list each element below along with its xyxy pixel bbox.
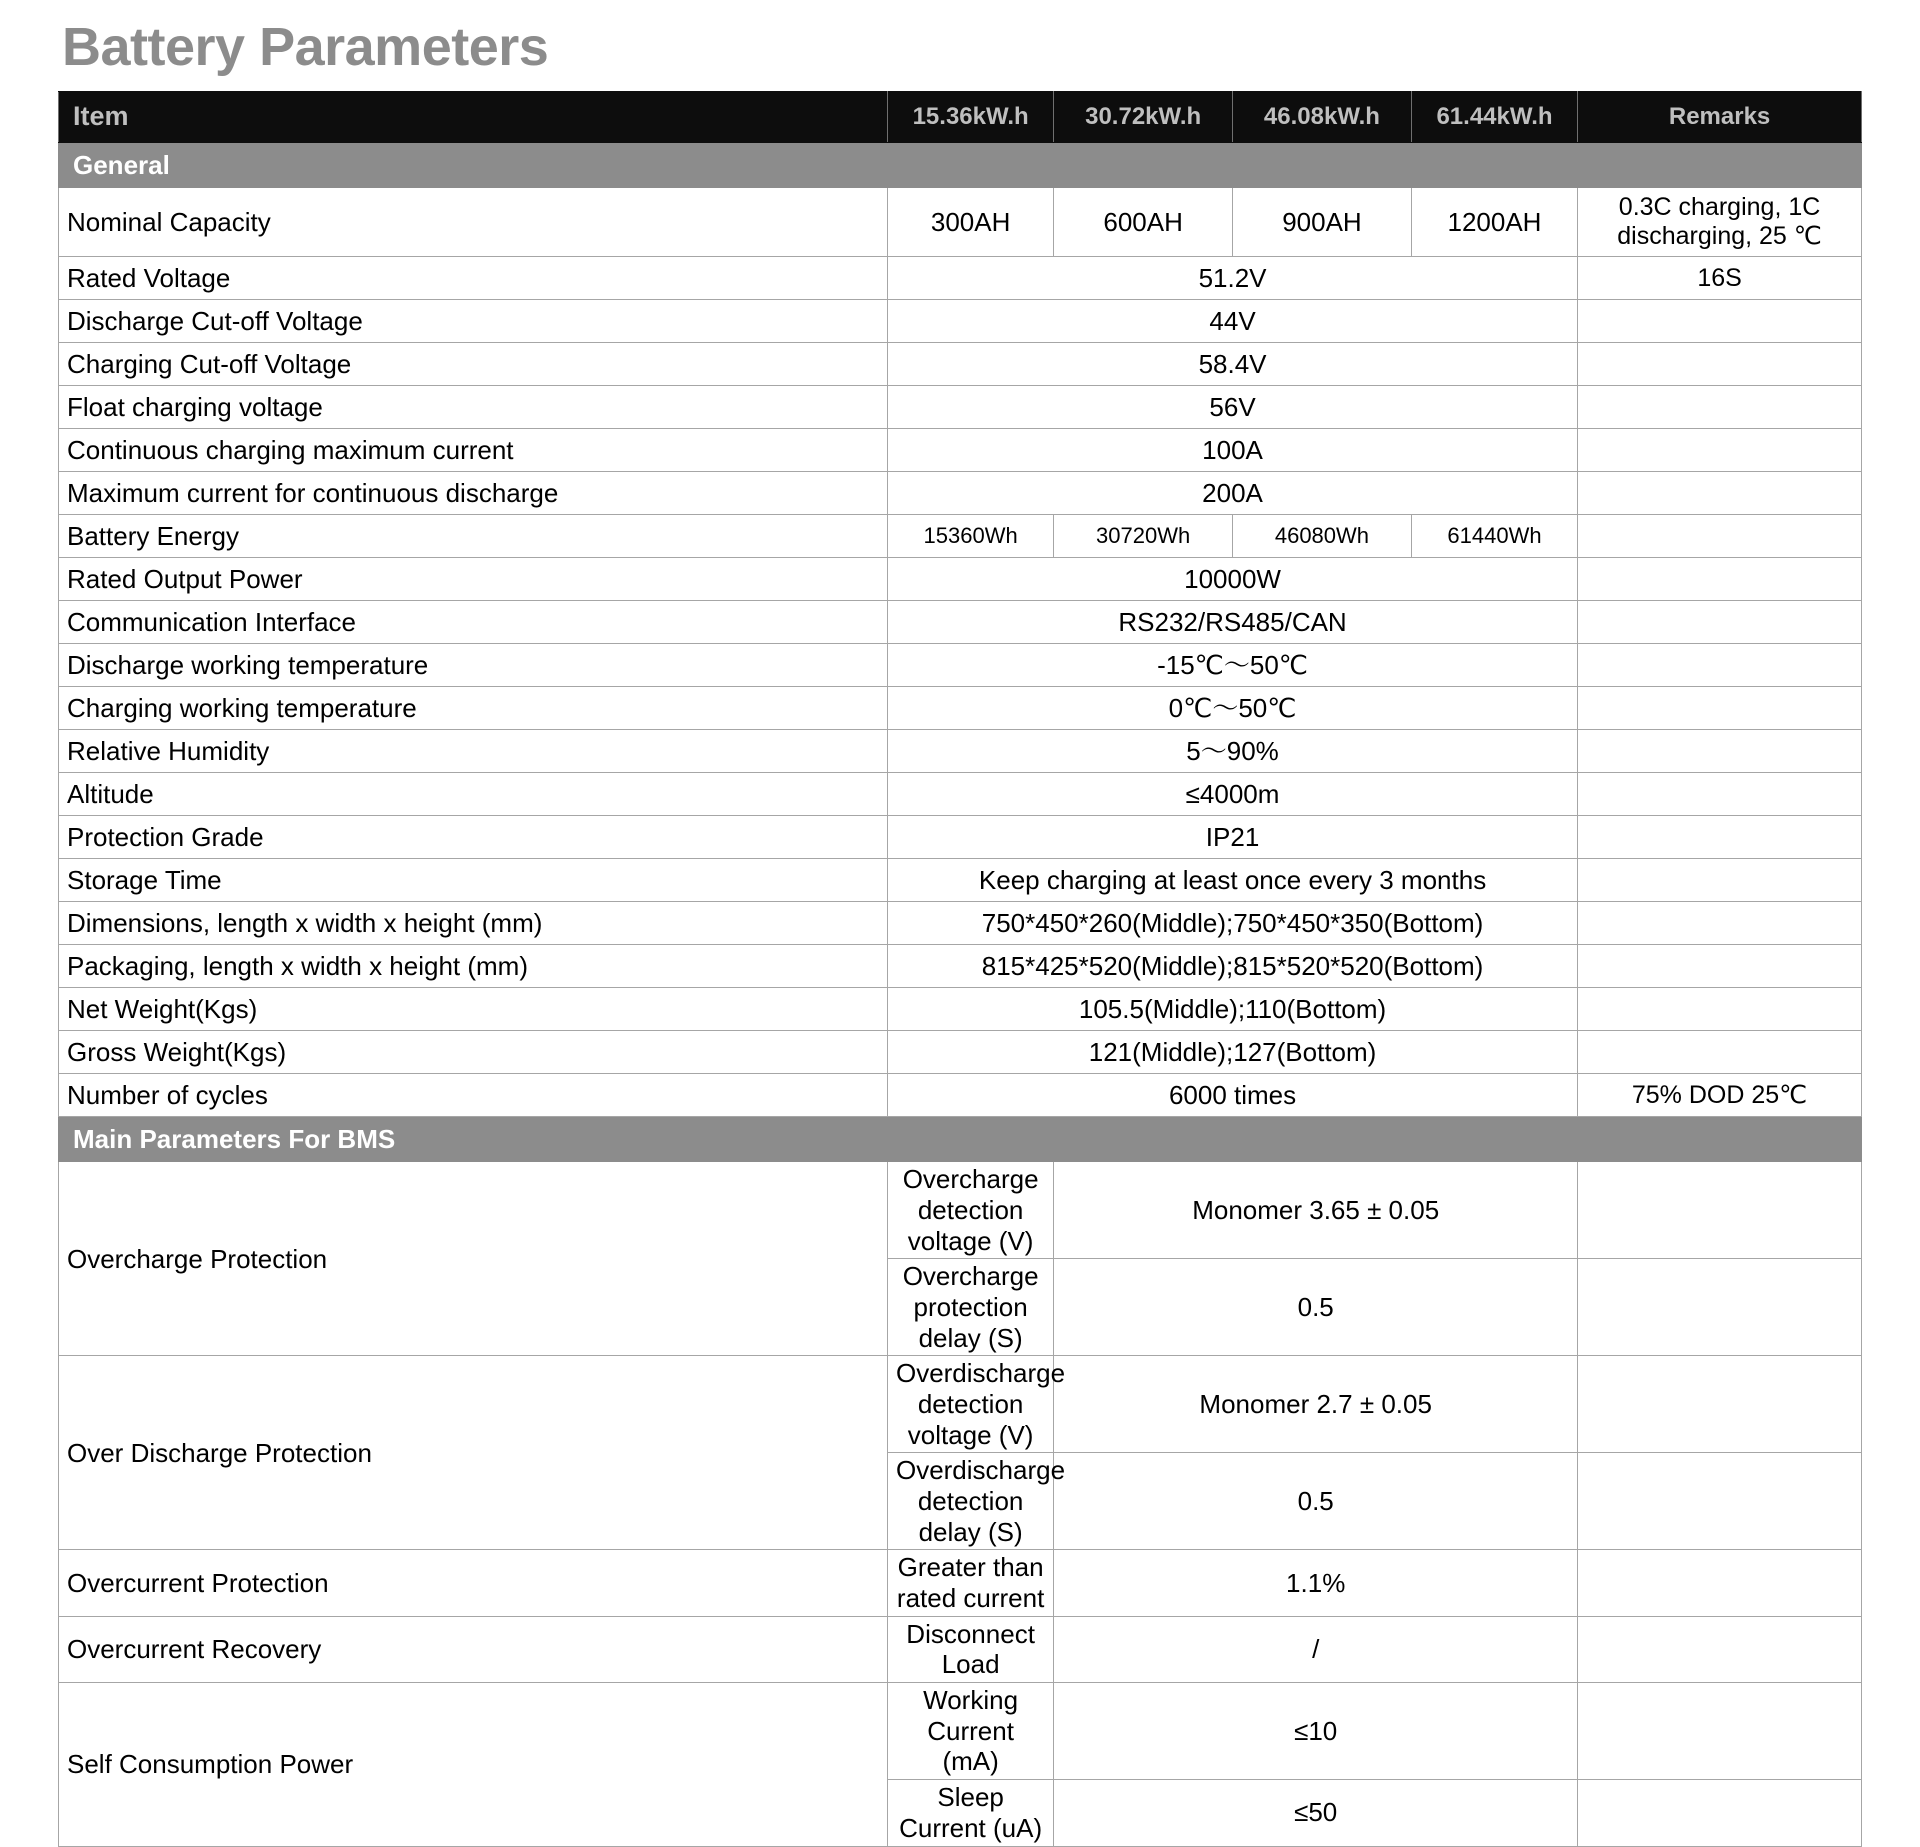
table-row (59, 1550, 1862, 1616)
table-row (59, 1683, 1862, 1780)
row-group-label: Self Consumption Power (59, 1683, 888, 1846)
row-value: 44V (887, 300, 1577, 343)
row-value: -15℃～50℃ (887, 644, 1577, 687)
row-value: 121(Middle);127(Bottom) (887, 1031, 1577, 1074)
row-remark (1578, 1683, 1862, 1780)
table-row (59, 730, 1862, 773)
row-value: 51.2V (887, 257, 1577, 300)
table-row (59, 558, 1862, 601)
row-value: 100A (887, 429, 1577, 472)
row-label: Float charging voltage (59, 386, 888, 429)
table-row (59, 300, 1862, 343)
row-value: 6000 times (887, 1074, 1577, 1117)
row-sublabel: Greater than rated current (887, 1550, 1053, 1616)
section-header-general (59, 143, 1862, 188)
row-value: 750*450*260(Middle);750*450*350(Bottom) (887, 902, 1577, 945)
table-header-row (59, 92, 1862, 143)
table-row (59, 429, 1862, 472)
row-value: 0.5 (1054, 1453, 1578, 1550)
row-label: Altitude (59, 773, 888, 816)
row-label: Discharge working temperature (59, 644, 888, 687)
row-remark (1578, 601, 1862, 644)
row-value-model-1: 30720Wh (1054, 515, 1233, 558)
table-row (59, 1162, 1862, 1259)
row-remark (1578, 429, 1862, 472)
row-sublabel: Overcharge detection voltage (V) (887, 1162, 1053, 1259)
row-label: Charging Cut-off Voltage (59, 343, 888, 386)
row-remark (1578, 386, 1862, 429)
table-row (59, 1031, 1862, 1074)
row-label: Discharge Cut-off Voltage (59, 300, 888, 343)
row-remark (1578, 472, 1862, 515)
table-row (59, 257, 1862, 300)
row-sublabel: Disconnect Load (887, 1616, 1053, 1682)
header-model-3: 61.44kW.h (1411, 92, 1577, 143)
row-label: Gross Weight(Kgs) (59, 1031, 888, 1074)
row-sublabel: Sleep Current (uA) (887, 1780, 1053, 1846)
row-label: Battery Energy (59, 515, 888, 558)
row-value: ≤50 (1054, 1780, 1578, 1846)
row-group-label: Overcurrent Recovery (59, 1616, 888, 1682)
row-label: Maximum current for continuous discharge (59, 472, 888, 515)
row-sublabel: Working Current (mA) (887, 1683, 1053, 1780)
row-remark (1578, 687, 1862, 730)
row-label: Charging working temperature (59, 687, 888, 730)
header-model-1: 30.72kW.h (1054, 92, 1233, 143)
row-remark: 16S (1578, 257, 1862, 300)
row-remark (1578, 515, 1862, 558)
header-remarks: Remarks (1578, 92, 1862, 143)
row-sublabel: Overdischarge detection delay (S) (887, 1453, 1053, 1550)
row-remark (1578, 1780, 1862, 1846)
row-value: Keep charging at least once every 3 months (887, 859, 1577, 902)
row-remark (1578, 1356, 1862, 1453)
row-label: Packaging, length x width x height (mm) (59, 945, 888, 988)
battery-parameters-table (58, 91, 1862, 1846)
table-row (59, 601, 1862, 644)
row-remark (1578, 773, 1862, 816)
row-value: 10000W (887, 558, 1577, 601)
row-remark (1578, 343, 1862, 386)
table-row (59, 472, 1862, 515)
row-remark (1578, 1453, 1862, 1550)
table-row (59, 902, 1862, 945)
row-remark (1578, 1162, 1862, 1259)
page-title: Battery Parameters (62, 17, 549, 77)
row-value: 200A (887, 472, 1577, 515)
row-value: RS232/RS485/CAN (887, 601, 1577, 644)
row-label: Number of cycles (59, 1074, 888, 1117)
row-value: ≤4000m (887, 773, 1577, 816)
row-value-model-2: 900AH (1233, 188, 1412, 257)
row-label: Nominal Capacity (59, 188, 888, 257)
row-value: 58.4V (887, 343, 1577, 386)
row-label: Communication Interface (59, 601, 888, 644)
section-header-bms (59, 1117, 1862, 1162)
table-row (59, 945, 1862, 988)
table-row (59, 687, 1862, 730)
row-label: Rated Output Power (59, 558, 888, 601)
row-sublabel: Overdischarge detection voltage (V) (887, 1356, 1053, 1453)
header-item: Item (59, 92, 888, 143)
table-row (59, 1616, 1862, 1682)
row-remark (1578, 1031, 1862, 1074)
row-remark (1578, 1550, 1862, 1616)
table-row (59, 1356, 1862, 1453)
row-value-model-0: 300AH (887, 188, 1053, 257)
row-value-model-1: 600AH (1054, 188, 1233, 257)
row-label: Storage Time (59, 859, 888, 902)
row-value-model-3: 1200AH (1411, 188, 1577, 257)
table-row (59, 343, 1862, 386)
row-value: 105.5(Middle);110(Bottom) (887, 988, 1577, 1031)
row-value: IP21 (887, 816, 1577, 859)
header-model-2: 46.08kW.h (1233, 92, 1412, 143)
row-value: Monomer 3.65 ± 0.05 (1054, 1162, 1578, 1259)
row-group-label: Overcurrent Protection (59, 1550, 888, 1616)
table-row (59, 644, 1862, 687)
row-value: ≤10 (1054, 1683, 1578, 1780)
row-remark (1578, 730, 1862, 773)
row-value: 56V (887, 386, 1577, 429)
row-label: Rated Voltage (59, 257, 888, 300)
row-group-label: Overcharge Protection (59, 1162, 888, 1356)
table-row (59, 515, 1862, 558)
section-label-general: General (59, 143, 1862, 188)
row-value: / (1054, 1616, 1578, 1682)
row-remark (1578, 945, 1862, 988)
row-value: 0℃～50℃ (887, 687, 1577, 730)
row-value: 815*425*520(Middle);815*520*520(Bottom) (887, 945, 1577, 988)
row-remark (1578, 644, 1862, 687)
table-row (59, 386, 1862, 429)
table-row (59, 859, 1862, 902)
row-group-label: Over Discharge Protection (59, 1356, 888, 1550)
row-label: Continuous charging maximum current (59, 429, 888, 472)
row-label: Protection Grade (59, 816, 888, 859)
row-remark (1578, 859, 1862, 902)
row-remark (1578, 1616, 1862, 1682)
table-row (59, 1074, 1862, 1117)
table-row (59, 988, 1862, 1031)
row-value: 0.5 (1054, 1259, 1578, 1356)
row-value-model-0: 15360Wh (887, 515, 1053, 558)
row-label: Net Weight(Kgs) (59, 988, 888, 1031)
row-value: 5～90% (887, 730, 1577, 773)
table-row (59, 816, 1862, 859)
row-value-model-3: 61440Wh (1411, 515, 1577, 558)
header-model-0: 15.36kW.h (887, 92, 1053, 143)
row-remark: 75% DOD 25℃ (1578, 1074, 1862, 1117)
row-remark (1578, 988, 1862, 1031)
row-remark (1578, 902, 1862, 945)
row-value-model-2: 46080Wh (1233, 515, 1412, 558)
row-value: 1.1% (1054, 1550, 1578, 1616)
table-row (59, 188, 1862, 257)
table-row (59, 773, 1862, 816)
row-value: Monomer 2.7 ± 0.05 (1054, 1356, 1578, 1453)
row-label: Relative Humidity (59, 730, 888, 773)
row-remark (1578, 558, 1862, 601)
section-label-bms: Main Parameters For BMS (59, 1117, 1862, 1162)
row-label: Dimensions, length x width x height (mm) (59, 902, 888, 945)
row-sublabel: Overcharge protection delay (S) (887, 1259, 1053, 1356)
document-page (0, 17, 1920, 1843)
row-remark: 0.3C charging, 1C discharging, 25 ℃ (1578, 188, 1862, 257)
row-remark (1578, 300, 1862, 343)
row-remark (1578, 1259, 1862, 1356)
row-remark (1578, 816, 1862, 859)
